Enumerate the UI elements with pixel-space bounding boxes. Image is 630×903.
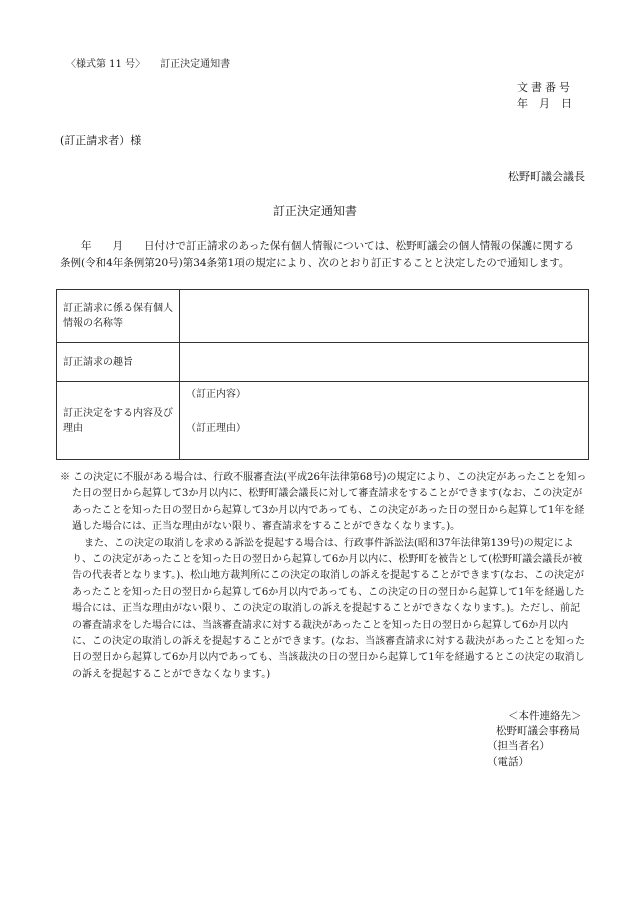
contact-phone: （電話） xyxy=(487,756,529,768)
row-label-info-name: 訂正請求に係る保有個人情報の名称等 xyxy=(57,290,180,343)
intro-line-2: 条例(令和4年条例第20号)第34条第1項の規定により、次のとおり訂正することと決定したので通知します。 xyxy=(60,257,570,269)
row-label-request-purpose: 訂正請求の趣旨 xyxy=(57,343,180,382)
issue-date: 年 月 日 xyxy=(517,97,572,110)
intro-line-1: 年 月 日付けで訂正請求のあった保有個人情報については、松野町議会の個人情報の保護に関する xyxy=(81,240,575,252)
correction-content-label: （訂正内容） xyxy=(186,389,246,400)
recipient: (訂正請求者）様 xyxy=(60,134,142,147)
row-value-info-name xyxy=(180,290,589,343)
table-row xyxy=(57,290,589,343)
info-table xyxy=(56,289,589,460)
sender: 松野町議会議長 xyxy=(508,170,585,183)
contact-heading: ＜本件連絡先＞ xyxy=(508,710,582,722)
row-value-request-purpose xyxy=(180,343,589,382)
contact-office: 松野町議会事務局 xyxy=(496,725,580,737)
document-title: 訂正決定通知書 xyxy=(272,204,357,218)
document-number: 文書番号 xyxy=(517,81,573,94)
note-appeal: ※ この決定に不服がある場合は、行政不服審査法(平成26年法律第68号)の規定により、この決定があったことを知った日の翌日から起算して3か月以内に、松野町議会議長に対して審査請求をすることができます(なお、この決定があったことを知った日の翌日から起算して3か月以内であっても、この決定があった日の翌日から起算して1年を経過した場合には、正当な理由がない限り、審査請求をすることができなくなります。)。 xyxy=(60,472,587,533)
intro-paragraph xyxy=(60,238,590,272)
table-row xyxy=(57,382,589,460)
form-number: 〈様式第 11 号〉 訂正決定通知書 xyxy=(66,59,231,70)
row-value-decision xyxy=(180,382,589,460)
notes xyxy=(60,470,588,683)
table-row xyxy=(57,343,589,382)
note-lawsuit: また、この決定の取消しを求める訴訟を提起する場合は、行政事件訴訟法(昭和37年法律第139号)の規定により、この決定があったことを知った日の翌日から起算して6か月以内に、松野町を被告として(松野町議会議長が被告の代表者となります。)、松山地方裁判所にこの決定の取消しの訴えを提起することができます(なお、この決定があったことを知った日の翌日から起算して6か月以内であっても、この決定の日の翌日から起算して1年を経過した場合には、正当な理由がない限り、この決定の取消しの訴えを提起することができなくなります。)。ただし、前記の審査請求をした場合には、当該審査請求に対する裁決があったことを知った日の翌日から起算して6か月以内に、この決定の取消しの訴えを提起することができます。(なお、当該審査請求に対する裁決があったことを知った日の翌日から起算して6か月以内であっても、当該裁決の日の翌日から起算して1年を経過するとこの決定の取消しの訴えを提起することができなくなります。) xyxy=(72,537,586,680)
contact-person: （担当者名） xyxy=(487,740,550,752)
row-label-decision: 訂正決定をする内容及び理由 xyxy=(57,382,180,460)
correction-reason-label: （訂正理由） xyxy=(186,423,246,434)
